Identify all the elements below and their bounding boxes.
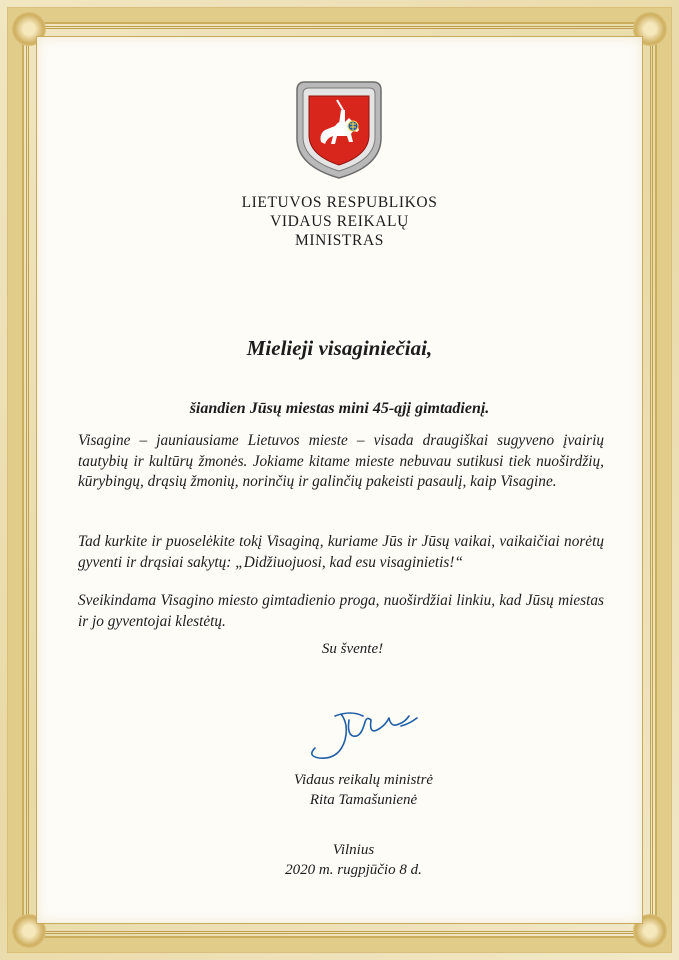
header-line: LIETUVOS RESPUBLIKOS bbox=[241, 194, 438, 211]
closing-line: Su švente! bbox=[321, 641, 384, 657]
signer-block bbox=[0, 770, 679, 810]
header-line: MINISTRAS bbox=[295, 232, 384, 249]
signer-title: Vidaus reikalų ministrė bbox=[293, 772, 434, 788]
place-date-block bbox=[0, 840, 679, 880]
header-line: VIDAUS REIKALŲ bbox=[270, 213, 409, 230]
sender-header bbox=[0, 193, 679, 250]
paragraph: Visagine – jauniausiame Lietuvos mieste – visada draugiškai sugyveno įvairių tautybių ir kultūrų žmonės. Jokiame kitame mieste nebuvau sutikusi tiek nuoširdžių, kūrybingų, drąsių žmonių, norinčių ir galinčių pakeisti pasaulį, kaip Visagine. bbox=[78, 432, 604, 490]
paragraph: Sveikindama Visagino miesto gimtadienio proga, nuoširdžiai linkiu, kad Jūsų miestas ir jo gyventojai klestėtų. bbox=[78, 592, 604, 630]
handwritten-signature-icon bbox=[305, 700, 435, 762]
city: Vilnius bbox=[332, 842, 375, 858]
coat-of-arms-icon bbox=[291, 80, 387, 180]
date: 2020 m. rugpjūčio 8 d. bbox=[285, 862, 422, 878]
signer-name: Rita Tamašunienė bbox=[309, 792, 418, 808]
paragraph: Tad kurkite ir puoselėkite tokį Visaginą, kuriame Jūs ir Jūsų vaikai, vaikaičiai norėtų gyventi ir drąsiai sakytų: „Didžiuojuosi, kad esu visaginietis!“ bbox=[78, 533, 604, 571]
salutation: Mielieji visaginiečiai, bbox=[246, 336, 433, 360]
subheading: šiandien Jūsų miestas mini 45-ąjį gimtadienį. bbox=[189, 400, 490, 417]
